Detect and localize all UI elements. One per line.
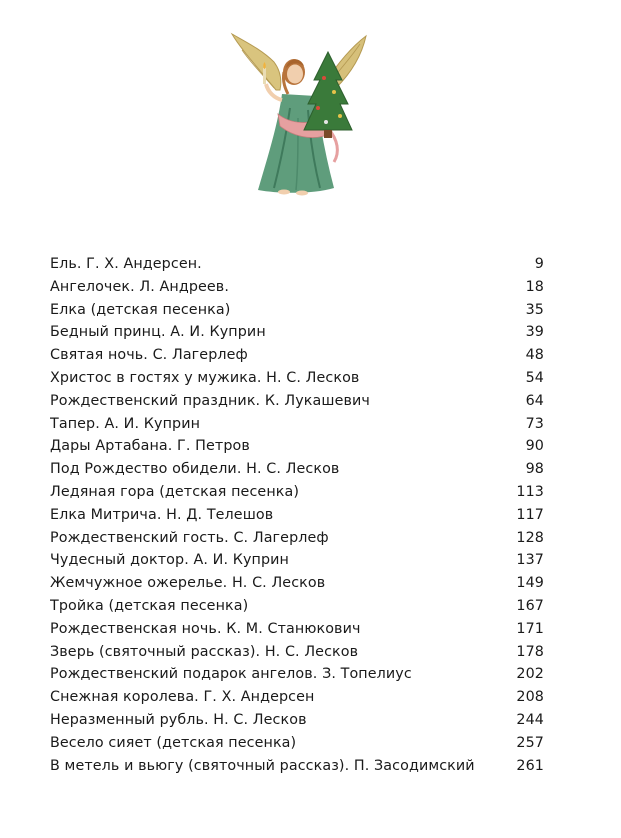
toc-entry-page: 18 bbox=[525, 278, 544, 295]
toc-entry-title: Чудесный доктор. А. И. Куприн bbox=[50, 552, 290, 569]
toc-entry bbox=[50, 481, 544, 504]
table-of-contents bbox=[50, 253, 544, 777]
toc-entry-title: Дары Артабана. Г. Петров bbox=[50, 438, 250, 455]
toc-entry-title: Елка Митрича. Н. Д. Телешов bbox=[50, 506, 274, 523]
toc-entry bbox=[50, 732, 544, 755]
toc-entry bbox=[50, 276, 544, 299]
toc-entry bbox=[50, 299, 544, 322]
toc-entry bbox=[50, 367, 544, 390]
toc-entry bbox=[50, 390, 544, 413]
toc-entry bbox=[50, 686, 544, 709]
toc-entry-title: Ледяная гора (детская песенка) bbox=[50, 483, 300, 500]
toc-entry-page: 98 bbox=[525, 461, 544, 478]
toc-entry-page: 178 bbox=[516, 643, 544, 660]
angel-with-christmas-tree-icon bbox=[228, 28, 376, 196]
toc-entry-page: 73 bbox=[525, 415, 544, 432]
toc-entry bbox=[50, 527, 544, 550]
toc-entry bbox=[50, 435, 544, 458]
toc-entry-page: 117 bbox=[516, 506, 544, 523]
toc-entry-title: Неразменный рубль. Н. С. Лесков bbox=[50, 711, 307, 728]
toc-entry bbox=[50, 595, 544, 618]
toc-entry-page: 48 bbox=[525, 347, 544, 364]
toc-entry bbox=[50, 641, 544, 664]
toc-entry-title: Зверь (святочный рассказ). Н. С. Лесков bbox=[50, 643, 359, 660]
toc-entry-title: Тройка (детская песенка) bbox=[50, 597, 249, 614]
toc-entry-title: Жемчужное ожерелье. Н. С. Лесков bbox=[50, 575, 326, 592]
toc-entry-page: 244 bbox=[516, 711, 544, 728]
toc-entry-page: 137 bbox=[516, 552, 544, 569]
toc-entry-page: 257 bbox=[516, 734, 544, 751]
toc-entry-title: Бедный принц. А. И. Куприн bbox=[50, 324, 266, 341]
toc-entry-page: 113 bbox=[516, 483, 544, 500]
toc-entry-page: 64 bbox=[525, 392, 544, 409]
toc-entry bbox=[50, 413, 544, 436]
toc-entry bbox=[50, 504, 544, 527]
toc-entry-title: Рождественский подарок ангелов. З. Топелиус bbox=[50, 666, 412, 683]
toc-entry-title: Святая ночь. С. Лагерлеф bbox=[50, 347, 248, 364]
toc-entry-page: 202 bbox=[516, 666, 544, 683]
toc-entry-title: Снежная королева. Г. Х. Андерсен bbox=[50, 689, 315, 706]
toc-entry-page: 149 bbox=[516, 575, 544, 592]
toc-entry-page: 261 bbox=[516, 757, 544, 774]
toc-entry bbox=[50, 549, 544, 572]
toc-entry-page: 90 bbox=[525, 438, 544, 455]
toc-entry-title: Рождественская ночь. К. М. Станюкович bbox=[50, 620, 361, 637]
toc-entry-title: Под Рождество обидели. Н. С. Лесков bbox=[50, 461, 340, 478]
toc-entry-title: Рождественский праздник. К. Лукашевич bbox=[50, 392, 370, 409]
toc-entry-page: 167 bbox=[516, 597, 544, 614]
toc-entry-page: 208 bbox=[516, 689, 544, 706]
toc-entry-title: В метель и вьюгу (святочный рассказ). П. Засодимский bbox=[50, 757, 475, 774]
toc-entry bbox=[50, 344, 544, 367]
toc-entry bbox=[50, 572, 544, 595]
toc-entry-page: 54 bbox=[525, 369, 544, 386]
toc-entry-title: Елка (детская песенка) bbox=[50, 301, 231, 318]
toc-entry-title: Христос в гостях у мужика. Н. С. Лесков bbox=[50, 369, 360, 386]
toc-entry-page: 39 bbox=[525, 324, 544, 341]
toc-entry bbox=[50, 253, 544, 276]
toc-entry-title: Ангелочек. Л. Андреев. bbox=[50, 278, 229, 295]
toc-entry-title: Рождественский гость. С. Лагерлеф bbox=[50, 529, 329, 546]
toc-entry bbox=[50, 755, 544, 778]
toc-entry-page: 35 bbox=[525, 301, 544, 318]
toc-entry bbox=[50, 709, 544, 732]
toc-entry-title: Весело сияет (детская песенка) bbox=[50, 734, 297, 751]
toc-entry-title: Тапер. А. И. Куприн bbox=[50, 415, 201, 432]
toc-entry-page: 128 bbox=[516, 529, 544, 546]
toc-entry bbox=[50, 321, 544, 344]
toc-entry bbox=[50, 458, 544, 481]
toc-entry-title: Ель. Г. Х. Андерсен. bbox=[50, 256, 202, 272]
toc-entry-page: 9 bbox=[534, 256, 544, 272]
toc-entry-page: 171 bbox=[516, 620, 544, 637]
toc-entry bbox=[50, 663, 544, 686]
toc-entry bbox=[50, 618, 544, 641]
